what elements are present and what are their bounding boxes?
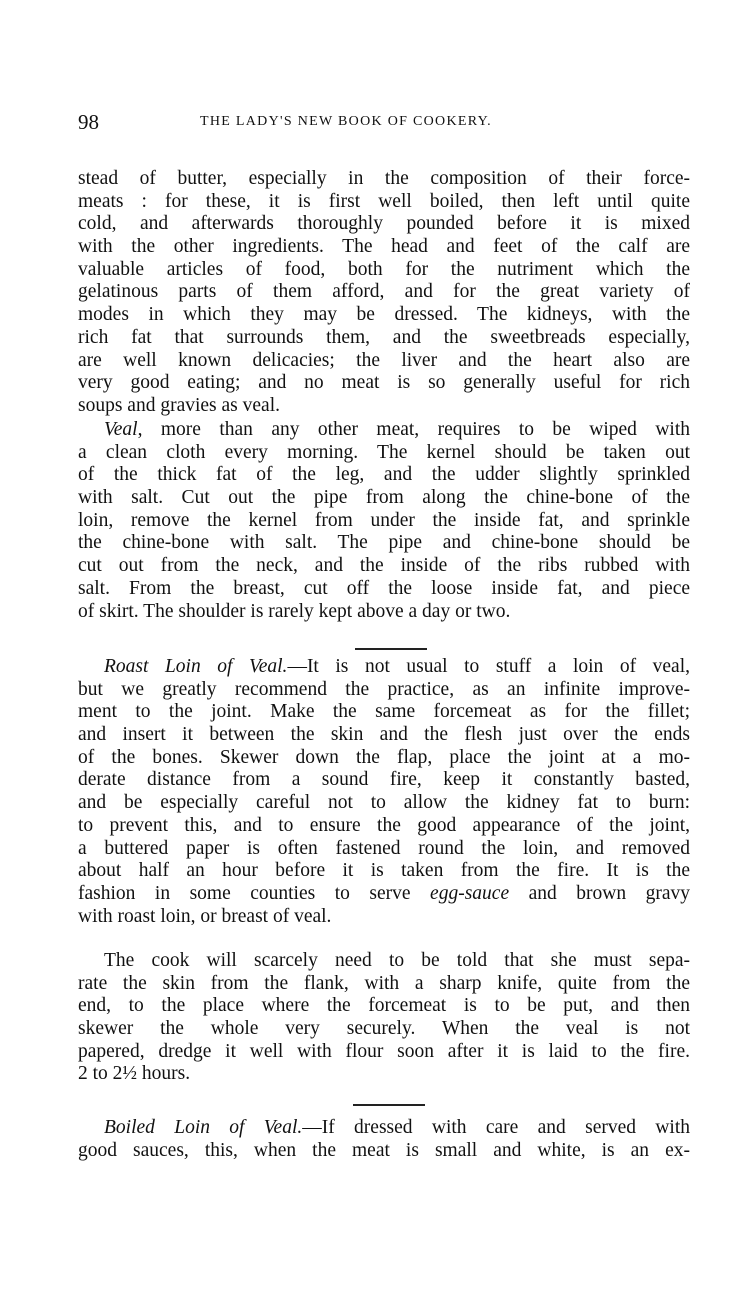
text-line xyxy=(78,578,690,601)
text-line xyxy=(78,395,690,418)
text-segment: 2 to 2½ hours. xyxy=(78,1063,191,1085)
text-line xyxy=(78,168,690,191)
text-segment: derate distance from a sound fire, keep it constantly basted, xyxy=(78,769,690,791)
text-segment: stead of butter, especially in the composition of their force- xyxy=(78,168,690,189)
italic-text: egg-sauce xyxy=(430,882,510,904)
text-line xyxy=(78,1140,690,1163)
text-line xyxy=(78,883,690,906)
text-segment: salt. From the breast, cut off the loose inside fat, and piece xyxy=(78,577,690,599)
text-line xyxy=(78,747,690,770)
text-line xyxy=(78,860,690,883)
text-segment: meats : for these, it is first well boiled, then left until quite xyxy=(78,190,690,212)
text-segment: end, to the place where the forcemeat is to be put, and then xyxy=(78,995,690,1017)
section-divider xyxy=(353,1104,425,1106)
text-segment: rich fat that surrounds them, and the sweetbreads especially, xyxy=(78,326,690,348)
text-line xyxy=(78,281,690,304)
italic-text: Boiled Loin of Veal. xyxy=(104,1117,303,1138)
text-line xyxy=(78,259,690,282)
text-line xyxy=(78,792,690,815)
text-segment: of skirt. The shoulder is rarely kept above a day or two. xyxy=(78,600,511,622)
text-segment: very good eating; and no meat is so generally useful for rich xyxy=(78,372,690,394)
text-line xyxy=(78,191,690,214)
text-line xyxy=(78,950,690,973)
text-line xyxy=(78,769,690,792)
text-line xyxy=(78,487,690,510)
text-line xyxy=(78,213,690,236)
text-segment: cold, and afterwards thoroughly pounded before it is mixed xyxy=(78,213,690,235)
text-segment: —If dressed with care and served with xyxy=(302,1117,690,1138)
text-line xyxy=(78,973,690,996)
text-segment: rate the skin from the flank, with a sharp knife, quite from the xyxy=(78,972,690,994)
text-segment: of the thick fat of the leg, and the udder slightly sprinkled xyxy=(78,464,690,486)
text-line xyxy=(78,1018,690,1041)
text-segment: the chine-bone with salt. The pipe and chine-bone should be xyxy=(78,532,690,554)
text-segment: to prevent this, and to ensure the good appearance of the joint, xyxy=(78,814,690,836)
text-line xyxy=(78,304,690,327)
text-line xyxy=(78,555,690,578)
text-line xyxy=(78,679,690,702)
paragraph-cook-instructions xyxy=(78,950,690,1086)
text-segment: valuable articles of food, both for the nutriment which the xyxy=(78,258,690,280)
text-segment: about half an hour before it is taken from the fire. It is the xyxy=(78,860,690,882)
text-segment: but we greatly recommend the practice, as an infinite improve- xyxy=(78,678,690,700)
text-segment: soups and gravies as veal. xyxy=(78,394,280,416)
italic-text: Veal xyxy=(104,419,138,440)
paragraph-boiled-loin xyxy=(78,1117,690,1162)
text-line xyxy=(78,236,690,259)
text-segment: cut out from the neck, and the inside of the ribs rubbed with xyxy=(78,555,690,577)
text-segment: ment to the joint. Make the same forcemeat as for the fillet; xyxy=(78,701,690,723)
text-segment: —It is not usual to stuff a loin of veal, xyxy=(287,656,690,677)
text-segment: modes in which they may be dressed. The kidneys, with the xyxy=(78,304,690,326)
page-header xyxy=(78,110,690,136)
text-line xyxy=(78,906,690,929)
text-line xyxy=(78,1063,690,1086)
text-segment: a clean cloth every morning. The kernel should be taken out xyxy=(78,441,690,463)
text-segment: gelatinous parts of them afford, and for the great variety of xyxy=(78,281,690,303)
text-line xyxy=(78,1117,690,1140)
text-line xyxy=(78,419,690,442)
text-segment: papered, dredge it well with flour soon after it is laid to the fire. xyxy=(78,1040,690,1062)
text-segment: and brown gravy xyxy=(509,882,690,904)
paragraph-veal-care xyxy=(78,419,690,623)
text-line xyxy=(78,701,690,724)
text-line xyxy=(78,464,690,487)
text-segment: of the bones. Skewer down the flap, place the joint at a mo- xyxy=(78,746,690,768)
text-segment: and be especially careful not to allow the kidney fat to burn: xyxy=(78,792,690,814)
text-segment: are well known delicacies; the liver and the heart also are xyxy=(78,349,690,371)
page-number: 98 xyxy=(78,110,99,134)
text-line xyxy=(78,601,690,624)
text-line xyxy=(78,350,690,373)
text-segment: a buttered paper is often fastened round the loin, and removed xyxy=(78,837,690,859)
section-divider xyxy=(355,648,427,650)
text-segment: skewer the whole very securely. When the veal is not xyxy=(78,1018,690,1040)
text-line xyxy=(78,532,690,555)
text-line xyxy=(78,724,690,747)
text-segment: The cook will scarcely need to be told that she must sepa- xyxy=(104,950,690,971)
text-line xyxy=(78,995,690,1018)
text-line xyxy=(78,327,690,350)
text-segment: with salt. Cut out the pipe from along the chine-bone of the xyxy=(78,487,690,509)
text-segment: , more than any other meat, requires to be wiped with xyxy=(137,419,690,440)
text-line xyxy=(78,510,690,533)
italic-text: Roast Loin of Veal. xyxy=(104,656,288,677)
text-segment: with the other ingredients. The head and feet of the calf are xyxy=(78,236,690,258)
text-line xyxy=(78,838,690,861)
text-segment: with roast loin, or breast of veal. xyxy=(78,905,332,927)
text-line xyxy=(78,1041,690,1064)
text-segment: good sauces, this, when the meat is small and white, is an ex- xyxy=(78,1139,690,1161)
text-line xyxy=(78,656,690,679)
running-title: THE LADY'S NEW BOOK OF COOKERY. xyxy=(200,114,492,129)
text-line xyxy=(78,372,690,395)
paragraph-roast-loin xyxy=(78,656,690,928)
text-segment: fashion in some counties to serve xyxy=(78,882,431,904)
text-segment: loin, remove the kernel from under the inside fat, and sprinkle xyxy=(78,509,690,531)
text-segment: and insert it between the skin and the flesh just over the ends xyxy=(78,724,690,746)
text-line xyxy=(78,442,690,465)
paragraph-veal-uses xyxy=(78,168,690,418)
text-line xyxy=(78,815,690,838)
